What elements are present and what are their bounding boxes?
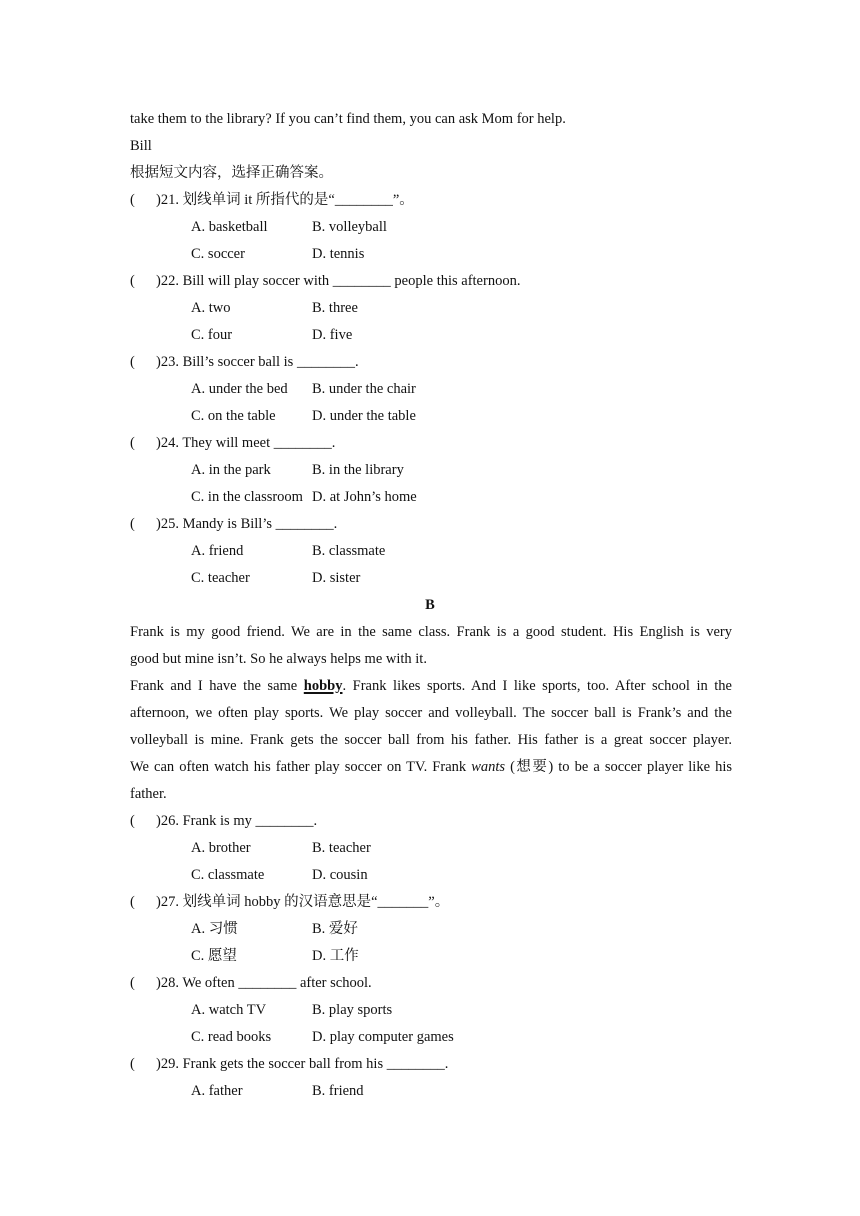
answer-paren: ( bbox=[130, 813, 135, 829]
underlined-word-hobby: hobby bbox=[303, 678, 343, 694]
question-text: )23. Bill’s soccer ball is ________. bbox=[156, 354, 359, 370]
option-a: A. basketball bbox=[191, 219, 268, 235]
question-21 bbox=[130, 191, 414, 209]
option-b: B. under the chair bbox=[312, 381, 416, 397]
option-b: B. in the library bbox=[312, 462, 404, 478]
option-a: A. under the bed bbox=[191, 381, 288, 397]
passage-b-line: father. bbox=[130, 786, 167, 802]
answer-paren: ( bbox=[130, 894, 135, 910]
option-b: B. three bbox=[312, 300, 358, 316]
question-text: )29. Frank gets the soccer ball from his ________. bbox=[156, 1056, 449, 1072]
option-a: A. in the park bbox=[191, 462, 271, 478]
question-26 bbox=[130, 812, 317, 830]
answer-paren: ( bbox=[130, 435, 135, 451]
option-a: A. friend bbox=[191, 543, 244, 559]
option-a: A. 习惯 bbox=[191, 921, 238, 937]
option-c: C. read books bbox=[191, 1029, 272, 1045]
text-run: We can often watch his father play soccer on TV. Frank bbox=[130, 759, 472, 775]
question-text: )25. Mandy is Bill’s ________. bbox=[156, 516, 338, 532]
option-d: D. sister bbox=[312, 570, 361, 586]
answer-paren: ( bbox=[130, 192, 135, 208]
question-28 bbox=[130, 974, 372, 992]
option-b: B. classmate bbox=[312, 543, 386, 559]
passage-a-line: take them to the library? If you can’t find them, you can ask Mom for help. bbox=[130, 111, 566, 127]
option-b: B. teacher bbox=[312, 840, 371, 856]
answer-paren: ( bbox=[130, 354, 135, 370]
question-23 bbox=[130, 353, 359, 371]
option-a: A. watch TV bbox=[191, 1002, 267, 1018]
option-d: D. cousin bbox=[312, 867, 368, 883]
option-c: C. soccer bbox=[191, 246, 245, 262]
italic-word-wants: wants bbox=[471, 759, 506, 775]
answer-paren: ( bbox=[130, 975, 135, 991]
text-run: Frank and I have the same bbox=[130, 678, 304, 694]
question-24 bbox=[130, 434, 335, 452]
passage-b-line: afternoon, we often play sports. We play soccer and volleyball. The soccer ball is Frank’s and the bbox=[130, 705, 732, 721]
option-d: D. 工作 bbox=[312, 948, 359, 964]
option-d: D. under the table bbox=[312, 408, 416, 424]
option-b: B. play sports bbox=[312, 1002, 393, 1018]
question-22 bbox=[130, 272, 520, 290]
option-b: B. 爱好 bbox=[312, 921, 358, 937]
instruction-text: 根据短文内容，选择正确答案。 bbox=[130, 165, 333, 181]
question-text: )28. We often ________ after school. bbox=[156, 975, 372, 991]
answer-paren: ( bbox=[130, 273, 135, 289]
question-27 bbox=[130, 893, 449, 911]
passage-a-signoff: Bill bbox=[130, 138, 152, 154]
question-text: )22. Bill will play soccer with ________ people this afternoon. bbox=[156, 273, 521, 289]
option-a: A. brother bbox=[191, 840, 251, 856]
text-run: . Frank likes sports. And I like sports, too. After school in the bbox=[342, 678, 732, 694]
question-text: )24. They will meet ________. bbox=[156, 435, 336, 451]
option-d: D. play computer games bbox=[312, 1029, 454, 1045]
question-text: )26. Frank is my ________. bbox=[156, 813, 318, 829]
option-b: B. volleyball bbox=[312, 219, 387, 235]
option-d: D. five bbox=[312, 327, 353, 343]
question-text: )21. 划线单词 it 所指代的是“________”。 bbox=[156, 192, 414, 208]
text-run: (想要) to be a soccer player like his bbox=[505, 759, 733, 775]
passage-b-line bbox=[130, 677, 732, 695]
passage-b-line bbox=[130, 758, 732, 776]
option-c: C. classmate bbox=[191, 867, 265, 883]
option-c: C. in the classroom bbox=[191, 489, 303, 505]
option-a: A. father bbox=[191, 1083, 243, 1099]
question-text: )27. 划线单词 hobby 的汉语意思是“_______”。 bbox=[156, 894, 450, 910]
answer-paren: ( bbox=[130, 516, 135, 532]
option-c: C. four bbox=[191, 327, 233, 343]
passage-b-line: volleyball is mine. Frank gets the soccer ball from his father. His father is a great soccer player. bbox=[130, 732, 732, 748]
option-a: A. two bbox=[191, 300, 231, 316]
section-b-heading: B bbox=[425, 597, 435, 613]
option-d: D. at John’s home bbox=[312, 489, 417, 505]
question-29 bbox=[130, 1055, 448, 1073]
option-c: C. teacher bbox=[191, 570, 250, 586]
answer-paren: ( bbox=[130, 1056, 135, 1072]
passage-b-line: good but mine isn’t. So he always helps me with it. bbox=[130, 651, 427, 667]
question-25 bbox=[130, 515, 337, 533]
option-d: D. tennis bbox=[312, 246, 365, 262]
passage-b-line: Frank is my good friend. We are in the same class. Frank is a good student. His English is very bbox=[130, 624, 732, 640]
option-c: C. on the table bbox=[191, 408, 276, 424]
option-c: C. 愿望 bbox=[191, 948, 237, 964]
option-b: B. friend bbox=[312, 1083, 364, 1099]
